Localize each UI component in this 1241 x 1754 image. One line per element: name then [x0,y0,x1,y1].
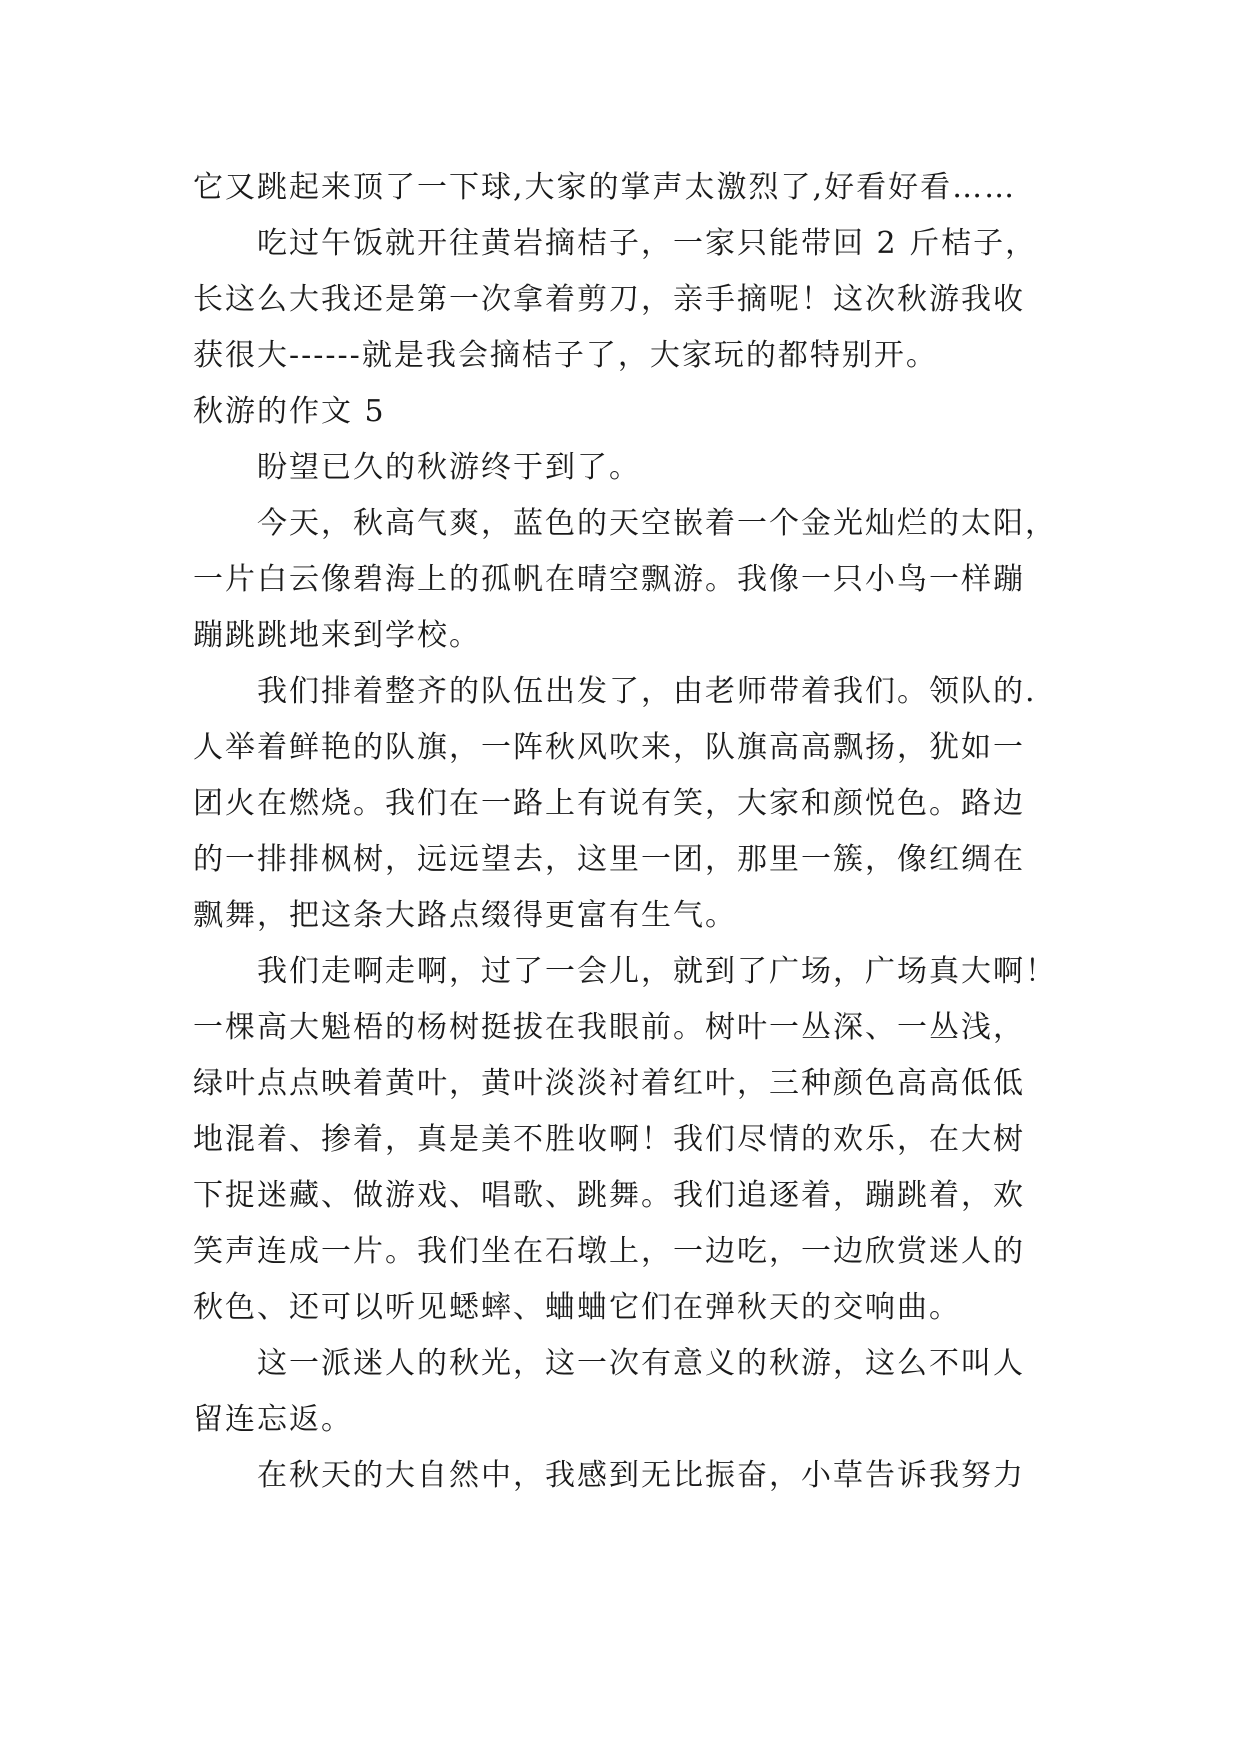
text-line: 留连忘返。 [193,1402,353,1437]
text-line: 我们排着整齐的队伍出发了，由老师带着我们。领队的. [257,674,1037,709]
text-line: 下捉迷藏、做游戏、唱歌、跳舞。我们追逐着，蹦跳着，欢 [193,1178,1025,1213]
text-line: 的一排排枫树，远远望去，这里一团，那里一簇，像红绸在 [193,842,1025,877]
text-line: 在秋天的大自然中，我感到无比振奋，小草告诉我努力 [257,1458,1025,1493]
text-line: 人举着鲜艳的队旗，一阵秋风吹来，队旗高高飘扬，犹如一 [193,730,1025,765]
text-line: 盼望已久的秋游终于到了。 [257,450,641,485]
text-line: 笑声连成一片。我们坐在石墩上，一边吃，一边欣赏迷人的 [193,1234,1025,1269]
text-line: 获很大------就是我会摘桔子了，大家玩的都特别开。 [193,338,938,373]
document-body [193,160,1073,1504]
text-line: 一片白云像碧海上的孤帆在晴空飘游。我像一只小鸟一样蹦 [193,562,1025,597]
text-line: 今天，秋高气爽，蓝色的天空嵌着一个金光灿烂的太阳， [257,506,1057,541]
text-line: 我们走啊走啊，过了一会儿，就到了广场，广场真大啊！ [257,954,1057,989]
text-line: 地混着、掺着，真是美不胜收啊！我们尽情的欢乐，在大树 [193,1122,1025,1157]
text-line: 秋色、还可以听见蟋蟀、蛐蛐它们在弹秋天的交响曲。 [193,1290,961,1325]
text-line: 飘舞，把这条大路点缀得更富有生气。 [193,898,737,933]
text-line: 吃过午饭就开往黄岩摘桔子，一家只能带回 2 斤桔子， [257,226,1038,261]
text-line: 蹦跳跳地来到学校。 [193,618,481,653]
text-line: 它又跳起来顶了一下球,大家的掌声太激烈了,好看好看…… [193,170,1017,205]
text-line: 一棵高大魁梧的杨树挺拔在我眼前。树叶一丛深、一丛浅， [193,1010,1025,1045]
text-line: 团火在燃烧。我们在一路上有说有笑，大家和颜悦色。路边 [193,786,1025,821]
text-line: 这一派迷人的秋光，这一次有意义的秋游，这么不叫人 [257,1346,1025,1381]
text-line: 绿叶点点映着黄叶，黄叶淡淡衬着红叶，三种颜色高高低低 [193,1066,1025,1101]
section-heading: 秋游的作文 5 [193,394,386,429]
text-line: 长这么大我还是第一次拿着剪刀，亲手摘呢！这次秋游我收 [193,282,1025,317]
